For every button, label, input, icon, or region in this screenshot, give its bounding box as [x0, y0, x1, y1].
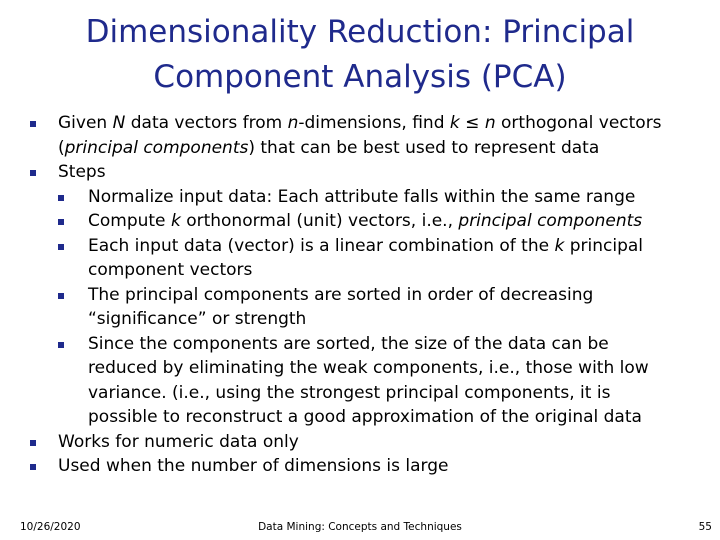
square-bullet-icon	[30, 440, 36, 446]
text-fragment: Compute	[88, 211, 171, 231]
bullet-text-line: component vectors	[88, 260, 253, 280]
text-fragment-italic: principal components	[458, 211, 643, 231]
bullet-text-line: Steps	[58, 162, 106, 182]
text-fragment: orthonormal (unit) vectors, i.e.,	[180, 211, 459, 231]
sub-bullet-reduce-size	[30, 332, 700, 430]
square-bullet-icon	[30, 170, 36, 176]
bullet-text-line: Used when the number of dimensions is large	[58, 456, 449, 476]
bullet-text-line	[58, 111, 700, 136]
text-fragment-italic: k	[170, 211, 181, 231]
text-fragment-italic: N	[112, 113, 126, 133]
bullet-text-line	[88, 234, 700, 259]
page-number: 55	[698, 521, 712, 533]
text-fragment: Given	[58, 113, 113, 133]
bullet-text-line: “significance” or strength	[88, 309, 307, 329]
bullet-given-n-data-vectors	[30, 111, 700, 160]
bullet-numeric-data	[30, 430, 700, 455]
square-bullet-icon	[58, 219, 64, 225]
text-fragment: orthogonal vectors	[495, 113, 662, 133]
text-fragment: (	[58, 137, 65, 158]
slide-title-line-1: Dimensionality Reduction: Principal	[85, 14, 635, 50]
text-fragment-italic: n	[287, 113, 299, 133]
slide-title	[40, 10, 680, 100]
bullet-text-line: variance. (i.e., using the strongest principal components, it is	[88, 382, 611, 403]
text-fragment: ≤	[459, 113, 485, 133]
bullet-text-line: Since the components are sorted, the size of the data can be	[88, 333, 609, 354]
square-bullet-icon	[30, 464, 36, 470]
sub-bullet-normalize	[30, 185, 700, 210]
square-bullet-icon	[58, 293, 64, 299]
slide-title-line-2: Component Analysis (PCA)	[153, 59, 567, 95]
slide-body	[30, 111, 700, 479]
text-fragment-italic: k	[554, 235, 565, 256]
bullet-text-line: possible to reconstruct a good approximation of the original data	[88, 407, 642, 427]
text-fragment: -dimensions, find	[298, 113, 450, 133]
sub-bullet-sorted	[30, 283, 700, 332]
bullet-large-dimensions	[30, 454, 700, 479]
bullet-text-line: Normalize input data: Each attribute falls within the same range	[88, 186, 636, 207]
square-bullet-icon	[58, 195, 64, 201]
bullet-steps	[30, 160, 700, 185]
bullet-text-line: The principal components are sorted in order of decreasing	[88, 284, 594, 305]
sub-bullet-linear-combination	[30, 234, 700, 283]
text-fragment-italic: principal components	[64, 137, 249, 158]
bullet-text-line: Works for numeric data only	[58, 431, 299, 452]
bullet-text-line	[58, 136, 700, 161]
footer-title: Data Mining: Concepts and Techniques	[258, 521, 462, 533]
bullet-text-line	[88, 209, 700, 234]
text-fragment-italic: n	[484, 113, 496, 133]
text-fragment: data vectors from	[125, 113, 288, 133]
footer-date: 10/26/2020	[20, 521, 81, 533]
sub-bullet-compute-k	[30, 209, 700, 234]
text-fragment: Each input data (vector) is a linear combination of the	[88, 235, 555, 256]
square-bullet-icon	[58, 342, 64, 348]
text-fragment-italic: k	[449, 113, 460, 133]
bullet-text-line: reduced by eliminating the weak components, i.e., those with low	[88, 358, 649, 378]
text-fragment: ) that can be best used to represent data	[248, 137, 600, 158]
square-bullet-icon	[58, 244, 64, 250]
square-bullet-icon	[30, 121, 36, 127]
text-fragment: principal	[564, 235, 644, 256]
